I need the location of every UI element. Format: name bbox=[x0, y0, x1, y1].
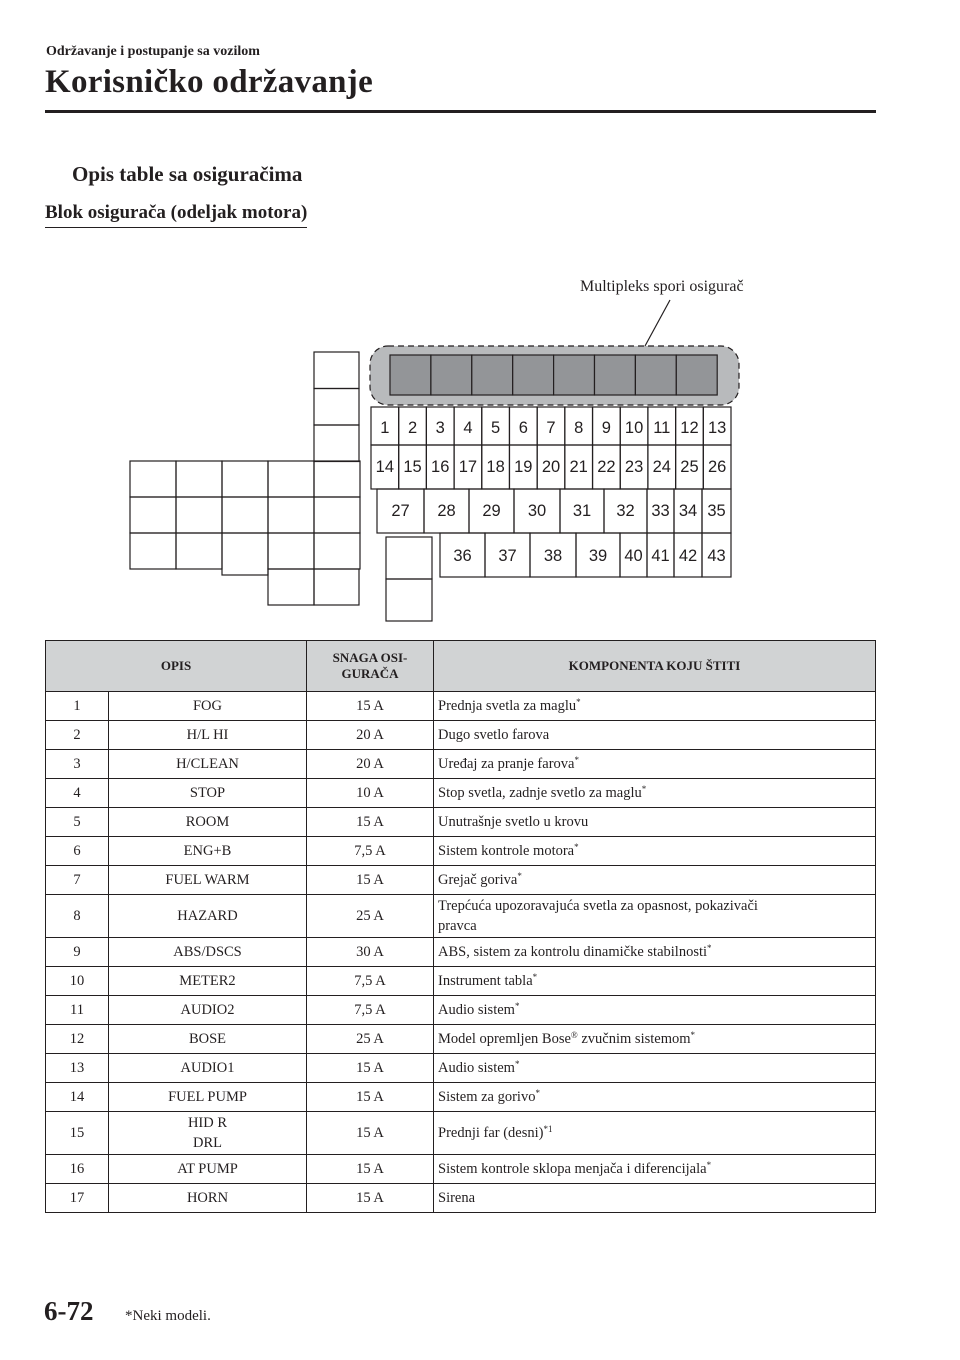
header-description: OPIS bbox=[46, 641, 307, 692]
fuse-amperage: 30 A bbox=[307, 938, 434, 967]
fuse-name: H/L HI bbox=[109, 721, 307, 750]
fuse-amperage: 25 A bbox=[307, 1025, 434, 1054]
fuse-label: 6 bbox=[518, 419, 528, 437]
protected-component: Stop svetla, zadnje svetlo za maglu* bbox=[434, 779, 876, 808]
protected-component: Model opremljen Bose® zvučnim sistemom* bbox=[434, 1025, 876, 1054]
fuse-label: 24 bbox=[652, 458, 671, 476]
relay-slot bbox=[130, 497, 176, 533]
table-row bbox=[46, 692, 876, 721]
footnote-marker: *1 bbox=[543, 1124, 553, 1134]
fuse-number: 7 bbox=[46, 866, 109, 895]
fuse-amperage: 15 A bbox=[307, 808, 434, 837]
relay-slot bbox=[268, 461, 314, 497]
fuse-label: 15 bbox=[403, 458, 422, 476]
fuse-label: 40 bbox=[624, 547, 643, 565]
relay-slot bbox=[314, 461, 360, 497]
fuse-label: 19 bbox=[514, 458, 533, 476]
fuse-name: ABS/DSCS bbox=[109, 938, 307, 967]
fuse-amperage: 7,5 A bbox=[307, 837, 434, 866]
fuse-number: 15 bbox=[46, 1112, 109, 1155]
fuse-name: BOSE bbox=[109, 1025, 307, 1054]
protected-component: Sistem za gorivo* bbox=[434, 1083, 876, 1112]
fuse-label: 7 bbox=[546, 419, 556, 437]
footnote-marker: * bbox=[532, 972, 538, 982]
fuse-label: 21 bbox=[569, 458, 588, 476]
table-row bbox=[46, 1155, 876, 1184]
relay-slot bbox=[314, 533, 360, 569]
table-row bbox=[46, 1025, 876, 1054]
footnote-marker: * bbox=[514, 1001, 520, 1011]
fuse-label: 3 bbox=[435, 419, 445, 437]
fuse-amperage: 20 A bbox=[307, 750, 434, 779]
fuse-number: 14 bbox=[46, 1083, 109, 1112]
multiplex-fuse-slot bbox=[513, 355, 554, 395]
fuse-label: 36 bbox=[453, 547, 472, 565]
relay-slot bbox=[314, 389, 359, 426]
fuse-label: 2 bbox=[407, 419, 418, 437]
fuse-name: H/CLEAN bbox=[109, 750, 307, 779]
fuse-label: 5 bbox=[491, 419, 501, 437]
fuse-label: 28 bbox=[437, 502, 456, 520]
fuse-label: 25 bbox=[680, 458, 699, 476]
protected-component: ABS, sistem za kontrolu dinamičke stabilnosti* bbox=[434, 938, 876, 967]
relay-slot bbox=[386, 537, 432, 579]
fuse-amperage: 10 A bbox=[307, 779, 434, 808]
fuse-number: 4 bbox=[46, 779, 109, 808]
page-title: Korisničko održavanje bbox=[45, 64, 374, 100]
footnote-marker: * bbox=[517, 871, 522, 881]
footnote-marker: * bbox=[535, 1088, 540, 1098]
multiplex-fuse-slot bbox=[595, 355, 636, 395]
fuse-table bbox=[45, 640, 876, 1213]
fuse-label: 18 bbox=[486, 458, 505, 476]
relay-slot bbox=[268, 497, 314, 533]
header-amperage: SNAGA OSI- GURAČA bbox=[307, 641, 434, 692]
footnote-marker: * bbox=[574, 842, 579, 852]
multiplex-fuse-slot bbox=[676, 355, 717, 395]
table-row bbox=[46, 996, 876, 1025]
fuse-number: 2 bbox=[46, 721, 109, 750]
fuse-label: 31 bbox=[572, 502, 592, 520]
fuse-label: 22 bbox=[597, 458, 616, 476]
fuse-label: 39 bbox=[588, 547, 608, 565]
fuse-name: HID R DRL bbox=[109, 1112, 307, 1155]
fuse-number: 3 bbox=[46, 750, 109, 779]
fuse-amperage: 7,5 A bbox=[307, 967, 434, 996]
footnote-marker: * bbox=[574, 755, 579, 765]
protected-component: Dugo svetlo farova bbox=[434, 721, 876, 750]
fuse-label: 26 bbox=[707, 458, 727, 476]
protected-component: Uređaj za pranje farova* bbox=[434, 750, 876, 779]
page-number: 6-72 bbox=[44, 1296, 94, 1326]
fuse-number: 16 bbox=[46, 1155, 109, 1184]
fuse-name: ROOM bbox=[109, 808, 307, 837]
footnote-marker: * bbox=[576, 697, 581, 707]
fuse-amperage: 15 A bbox=[307, 1112, 434, 1155]
fuse-label: 16 bbox=[431, 458, 450, 476]
fuse-label: 27 bbox=[391, 502, 410, 520]
table-row bbox=[46, 1112, 876, 1155]
fuse-amperage: 15 A bbox=[307, 1054, 434, 1083]
fuse-amperage: 25 A bbox=[307, 895, 434, 938]
header-component: KOMPONENTA KOJU ŠTITI bbox=[434, 641, 876, 692]
table-row bbox=[46, 750, 876, 779]
footnote: *Neki modeli. bbox=[125, 1308, 211, 1324]
fuse-label: 17 bbox=[458, 458, 478, 476]
protected-component: Sirena bbox=[434, 1184, 876, 1213]
fuse-number: 8 bbox=[46, 895, 109, 938]
fuse-number: 1 bbox=[46, 692, 109, 721]
protected-component: Audio sistem* bbox=[434, 996, 876, 1025]
protected-component: Sistem kontrole motora* bbox=[434, 837, 876, 866]
callout-label: Multipleks spori osigurač bbox=[580, 278, 744, 295]
relay-slot bbox=[314, 425, 359, 462]
multiplex-fuse-slot bbox=[472, 355, 513, 395]
fuse-amperage: 20 A bbox=[307, 721, 434, 750]
fuse-label: 8 bbox=[574, 419, 584, 437]
fuse-name: STOP bbox=[109, 779, 307, 808]
fuse-name: FUEL WARM bbox=[109, 866, 307, 895]
fuse-label: 11 bbox=[653, 419, 671, 437]
fuse-label: 20 bbox=[541, 458, 561, 476]
fuse-name: AUDIO1 bbox=[109, 1054, 307, 1083]
fuse-amperage: 15 A bbox=[307, 866, 434, 895]
table-row bbox=[46, 721, 876, 750]
fuse-label: 38 bbox=[543, 547, 563, 565]
relay-slot bbox=[314, 497, 360, 533]
fuse-amperage: 15 A bbox=[307, 1184, 434, 1213]
protected-component: Instrument tabla* bbox=[434, 967, 876, 996]
fuse-name: HAZARD bbox=[109, 895, 307, 938]
fuse-label: 29 bbox=[482, 502, 501, 520]
fuse-label: 33 bbox=[651, 502, 670, 520]
relay-slot bbox=[176, 533, 222, 569]
fuse-name: FOG bbox=[109, 692, 307, 721]
fuse-name: FUEL PUMP bbox=[109, 1083, 307, 1112]
footnote-marker: * bbox=[641, 784, 647, 794]
protected-component: Trepćuća upozoravajuća svetla za opasnost, pokazivači pravca bbox=[434, 895, 876, 938]
table-row bbox=[46, 779, 876, 808]
footnote-marker: * bbox=[706, 1160, 712, 1170]
fuse-label: 35 bbox=[707, 502, 726, 520]
table-row bbox=[46, 1054, 876, 1083]
fuse-label: 37 bbox=[498, 547, 517, 565]
protected-component: Grejač goriva* bbox=[434, 866, 876, 895]
fuse-label: 1 bbox=[380, 419, 390, 437]
relay-slot bbox=[222, 461, 268, 497]
fuse-label: 23 bbox=[624, 458, 644, 476]
relay-slot bbox=[130, 533, 176, 569]
multiplex-fuse-slot bbox=[635, 355, 676, 395]
table-row bbox=[46, 866, 876, 895]
fuse-label: 9 bbox=[601, 419, 611, 437]
fuse-number: 9 bbox=[46, 938, 109, 967]
relay-slot bbox=[268, 533, 314, 569]
fuse-number: 6 bbox=[46, 837, 109, 866]
multiplex-fuse-slot bbox=[554, 355, 595, 395]
multiplex-fuse-slot bbox=[431, 355, 472, 395]
multiplex-fuse-slot bbox=[390, 355, 431, 395]
fuse-amperage: 15 A bbox=[307, 1155, 434, 1184]
fuse-name: ENG+B bbox=[109, 837, 307, 866]
heading: Opis table sa osiguračima bbox=[72, 162, 303, 186]
relay-slot bbox=[222, 533, 268, 575]
table-row bbox=[46, 837, 876, 866]
fuse-label: 43 bbox=[707, 547, 726, 565]
fuse-name: METER2 bbox=[109, 967, 307, 996]
table-row bbox=[46, 808, 876, 837]
fuse-label: 41 bbox=[651, 547, 670, 565]
fuse-amperage: 15 A bbox=[307, 692, 434, 721]
relay-slot bbox=[176, 461, 222, 497]
fuse-label: 34 bbox=[678, 502, 698, 520]
fuse-label: 4 bbox=[463, 419, 473, 437]
fuse-number: 17 bbox=[46, 1184, 109, 1213]
protected-component: Prednja svetla za maglu* bbox=[434, 692, 876, 721]
relay-slot bbox=[268, 569, 314, 605]
fuse-number: 11 bbox=[46, 996, 109, 1025]
fuse-block-diagram bbox=[0, 0, 960, 640]
relay-slot bbox=[130, 461, 176, 497]
table-row bbox=[46, 938, 876, 967]
fuse-name: AUDIO2 bbox=[109, 996, 307, 1025]
relay-slot bbox=[386, 579, 432, 621]
table-row bbox=[46, 967, 876, 996]
footnote-marker: * bbox=[514, 1059, 520, 1069]
fuse-label: 30 bbox=[527, 502, 547, 520]
fuse-number: 5 bbox=[46, 808, 109, 837]
relay-slot bbox=[222, 497, 268, 533]
footnote-marker: * bbox=[690, 1030, 696, 1040]
fuse-number: 10 bbox=[46, 967, 109, 996]
fuse-amperage: 15 A bbox=[307, 1083, 434, 1112]
fuse-label: 12 bbox=[680, 419, 699, 437]
fuse-amperage: 7,5 A bbox=[307, 996, 434, 1025]
subheading: Blok osigurača (odeljak motora) bbox=[45, 202, 307, 228]
relay-slot bbox=[314, 352, 359, 389]
fuse-number: 12 bbox=[46, 1025, 109, 1054]
relay-slot bbox=[314, 569, 359, 605]
callout-line bbox=[645, 300, 670, 346]
section-label: Održavanje i postupanje sa vozilom bbox=[46, 44, 260, 59]
fuse-label: 14 bbox=[375, 458, 395, 476]
table-row bbox=[46, 895, 876, 938]
fuse-label: 13 bbox=[707, 419, 727, 437]
fuse-label: 42 bbox=[678, 547, 698, 565]
table-row bbox=[46, 1083, 876, 1112]
footnote-marker: * bbox=[707, 943, 712, 953]
fuse-label: 32 bbox=[616, 502, 635, 520]
relay-slot bbox=[176, 497, 222, 533]
fuse-number: 13 bbox=[46, 1054, 109, 1083]
protected-component: Prednji far (desni)$^{*1}$ bbox=[434, 1112, 876, 1155]
fuse-label: 10 bbox=[624, 419, 644, 437]
table-row bbox=[46, 1184, 876, 1213]
protected-component: Sistem kontrole sklopa menjača i diferencijala* bbox=[434, 1155, 876, 1184]
fuse-name: HORN bbox=[109, 1184, 307, 1213]
protected-component: Unutrašnje svetlo u krovu bbox=[434, 808, 876, 837]
protected-component: Audio sistem* bbox=[434, 1054, 876, 1083]
fuse-name: AT PUMP bbox=[109, 1155, 307, 1184]
